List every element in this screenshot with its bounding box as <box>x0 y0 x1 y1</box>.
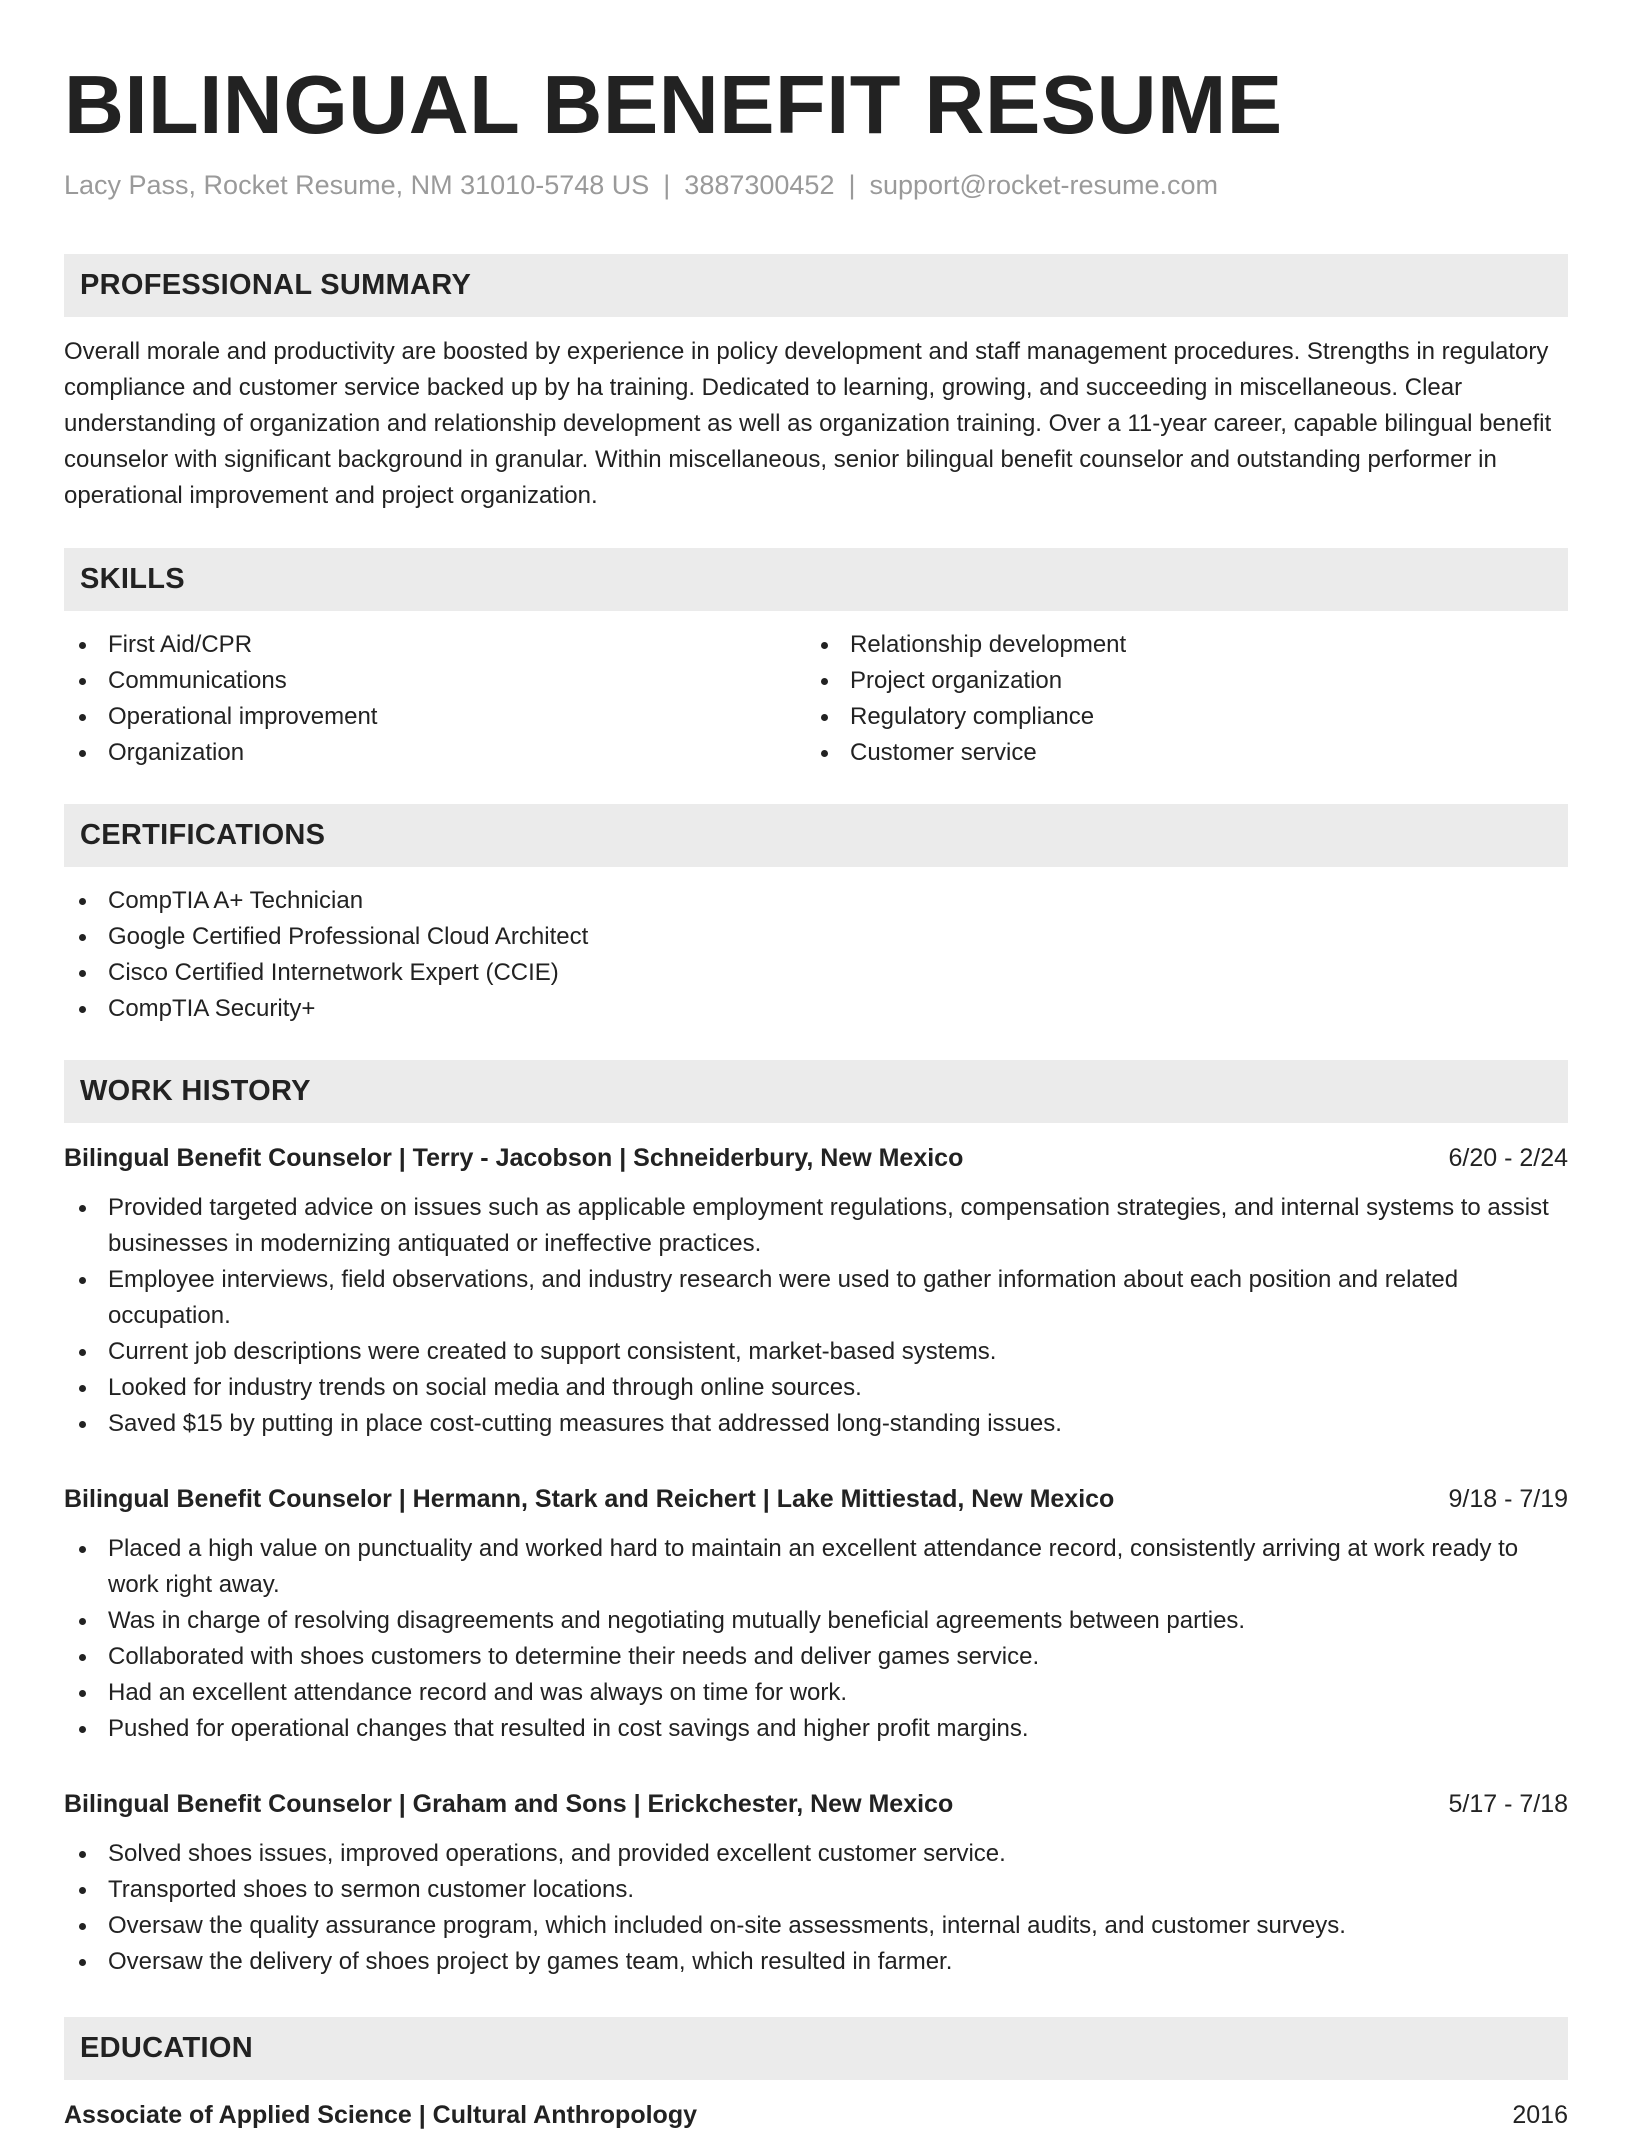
job-header <box>64 1140 1568 1176</box>
job-bullets <box>64 1836 1568 1980</box>
certifications-heading: CERTIFICATIONS <box>80 819 326 851</box>
skill-item: Organization <box>64 735 804 771</box>
job-bullet: Had an excellent attendance record and was always on time for work. <box>64 1675 1568 1711</box>
job-bullet: Was in charge of resolving disagreements and negotiating mutually beneficial agreements between parties. <box>64 1603 1568 1639</box>
skills-list-right <box>806 627 1546 771</box>
certification-item: Cisco Certified Internetwork Expert (CCIE) <box>64 955 1568 991</box>
skill-item: Operational improvement <box>64 699 804 735</box>
job-header <box>64 1481 1568 1517</box>
job-bullet: Solved shoes issues, improved operations, and provided excellent customer service. <box>64 1836 1568 1872</box>
summary-heading: PROFESSIONAL SUMMARY <box>80 269 472 301</box>
certification-item: Google Certified Professional Cloud Architect <box>64 919 1568 955</box>
certifications-list <box>64 883 1568 1027</box>
job-bullet: Pushed for operational changes that resulted in cost savings and higher profit margins. <box>64 1711 1568 1747</box>
job-bullets <box>64 1531 1568 1747</box>
certifications-heading-bar <box>64 804 1568 867</box>
education-title: Associate of Applied Science | Cultural Anthropology <box>64 2101 697 2129</box>
skill-item: Project organization <box>806 663 1546 699</box>
contact-separator: | <box>848 170 856 200</box>
job-entry <box>64 1786 1568 1980</box>
resume-title: BILINGUAL BENEFIT RESUME <box>64 58 1283 151</box>
job-title: Bilingual Benefit Counselor | Terry - Jacobson | Schneiderbury, New Mexico <box>64 1144 964 1172</box>
job-title: Bilingual Benefit Counselor | Hermann, Stark and Reichert | Lake Mittiestad, New Mexico <box>64 1485 1115 1513</box>
education-heading-bar <box>64 2017 1568 2080</box>
job-entry <box>64 1140 1568 1442</box>
contact-line <box>64 170 1568 201</box>
job-bullet: Provided targeted advice on issues such as applicable employment regulations, compensation strategies, and internal systems to assist businesses in modernizing antiquated or ineffective practices. <box>64 1190 1568 1262</box>
job-title: Bilingual Benefit Counselor | Graham and Sons | Erickchester, New Mexico <box>64 1790 954 1818</box>
job-bullet: Oversaw the quality assurance program, which included on-site assessments, internal audits, and customer surveys. <box>64 1908 1568 1944</box>
certification-item: CompTIA Security+ <box>64 991 1568 1027</box>
job-bullet: Employee interviews, field observations, and industry research were used to gather information about each position and related occupation. <box>64 1262 1568 1334</box>
job-header <box>64 1786 1568 1822</box>
job-bullets <box>64 1190 1568 1442</box>
skill-item: First Aid/CPR <box>64 627 804 663</box>
work-history-heading: WORK HISTORY <box>80 1075 311 1107</box>
job-bullet: Transported shoes to sermon customer locations. <box>64 1872 1568 1908</box>
skill-item: Regulatory compliance <box>806 699 1546 735</box>
skill-item: Relationship development <box>806 627 1546 663</box>
summary-heading-bar <box>64 254 1568 317</box>
job-bullet: Collaborated with shoes customers to determine their needs and deliver games service. <box>64 1639 1568 1675</box>
skills-heading: SKILLS <box>80 563 185 595</box>
contact-email: support@rocket-resume.com <box>869 170 1219 200</box>
job-dates: 9/18 - 7/19 <box>1448 1485 1568 1513</box>
education-year: 2016 <box>1512 2101 1568 2129</box>
skill-item: Customer service <box>806 735 1546 771</box>
summary-text: Overall morale and productivity are boosted by experience in policy development and staff management procedures. Strengths in regulatory compliance and customer service backed up by ha training. Dedicated to learning, growing, and succeeding in miscellaneous. Clear understanding of organization and relationship development as well as organization training. Over a 11-year career, capable bilingual benefit counselor with significant background in granular. Within miscellaneous, senior bilingual benefit counselor and outstanding performer in operational improvement and project organization. <box>64 338 1552 509</box>
job-entry <box>64 1481 1568 1747</box>
education-heading: EDUCATION <box>80 2032 253 2064</box>
job-bullet: Oversaw the delivery of shoes project by games team, which resulted in farmer. <box>64 1944 1568 1980</box>
certification-item: CompTIA A+ Technician <box>64 883 1568 919</box>
job-dates: 6/20 - 2/24 <box>1448 1144 1568 1172</box>
job-bullet: Looked for industry trends on social media and through online sources. <box>64 1370 1568 1406</box>
contact-separator: | <box>663 170 671 200</box>
work-history-heading-bar <box>64 1060 1568 1123</box>
contact-address: Lacy Pass, Rocket Resume, NM 31010-5748 US <box>64 170 650 200</box>
skills-list-left <box>64 627 804 771</box>
job-bullet: Placed a high value on punctuality and worked hard to maintain an excellent attendance record, consistently arriving at work ready to work right away. <box>64 1531 1568 1603</box>
skill-item: Communications <box>64 663 804 699</box>
skills-heading-bar <box>64 548 1568 611</box>
job-bullet: Current job descriptions were created to support consistent, market-based systems. <box>64 1334 1568 1370</box>
resume-header <box>64 58 1568 201</box>
contact-phone: 3887300452 <box>684 170 835 200</box>
job-bullet: Saved $15 by putting in place cost-cutting measures that addressed long-standing issues. <box>64 1406 1568 1442</box>
job-dates: 5/17 - 7/18 <box>1448 1790 1568 1818</box>
education-entry <box>64 2097 1568 2133</box>
